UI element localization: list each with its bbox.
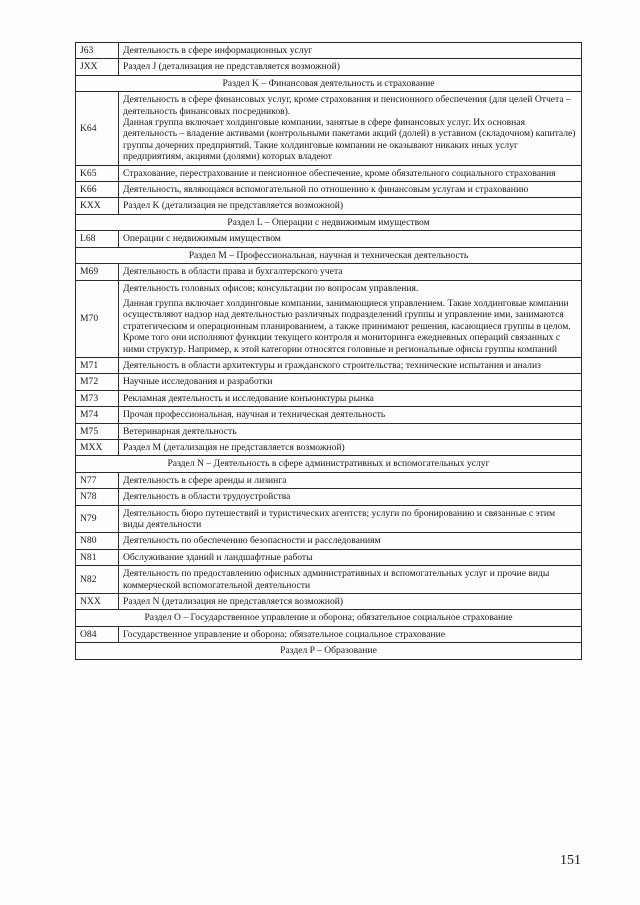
activity-code: M72 bbox=[76, 374, 119, 390]
table-row bbox=[76, 533, 582, 549]
activity-description bbox=[119, 165, 582, 181]
activity-code: K66 bbox=[76, 182, 119, 198]
table-row bbox=[76, 505, 582, 533]
section-title: Раздел M – Профессиональная, научная и техническая деятельность bbox=[76, 247, 582, 263]
activity-description bbox=[119, 439, 582, 455]
table-row bbox=[76, 407, 582, 423]
activity-code: N79 bbox=[76, 505, 119, 533]
description-paragraph: Деятельность в области права и бухгалтерского учета bbox=[123, 266, 343, 278]
activity-description bbox=[119, 390, 582, 406]
section-title: Раздел N – Деятельность в сфере административных и вспомогательных услуг bbox=[76, 456, 582, 472]
activity-code: M73 bbox=[76, 390, 119, 406]
table-row bbox=[76, 182, 582, 198]
description-paragraph: Деятельность по обеспечению безопасности и расследованиям bbox=[123, 535, 381, 547]
activity-code: KXX bbox=[76, 198, 119, 214]
activity-code: MXX bbox=[76, 439, 119, 455]
table-row bbox=[76, 280, 582, 357]
activity-description bbox=[119, 594, 582, 610]
activity-description bbox=[119, 357, 582, 373]
description-paragraph: Деятельность в сфере аренды и лизинга bbox=[123, 474, 287, 486]
activity-code: N78 bbox=[76, 489, 119, 505]
activity-description bbox=[119, 423, 582, 439]
description-paragraph: Деятельность по предоставлению офисных административных и вспомогательных услуг и прочие виды коммерческой вспомогательной деятельности bbox=[123, 568, 550, 591]
section-header-row bbox=[76, 247, 582, 263]
activity-description bbox=[119, 626, 582, 642]
activity-code: O84 bbox=[76, 626, 119, 642]
description-paragraph: Раздел K (детализация не представляется возможной) bbox=[123, 200, 344, 212]
activity-code: M75 bbox=[76, 423, 119, 439]
activity-description bbox=[119, 505, 582, 533]
table-row bbox=[76, 264, 582, 280]
section-title: Раздел L – Операции с недвижимым имуществом bbox=[76, 214, 582, 230]
activity-description bbox=[119, 489, 582, 505]
table-row bbox=[76, 165, 582, 181]
section-header-row bbox=[76, 610, 582, 626]
activity-code: M69 bbox=[76, 264, 119, 280]
table-row bbox=[76, 390, 582, 406]
description-paragraph: Обслуживание зданий и ландшафтные работы bbox=[123, 551, 313, 563]
description-paragraph: Рекламная деятельность и исследование конъюнктуры рынка bbox=[123, 392, 374, 404]
classification-table-body bbox=[76, 43, 582, 660]
table-row bbox=[76, 374, 582, 390]
activity-description bbox=[119, 59, 582, 75]
table-row bbox=[76, 198, 582, 214]
table-row bbox=[76, 566, 582, 594]
table-row bbox=[76, 423, 582, 439]
page-number: 151 bbox=[560, 853, 581, 868]
description-paragraph: Государственное управление и оборона; обязательное социальное страхование bbox=[123, 628, 445, 640]
table-row bbox=[76, 549, 582, 565]
description-paragraph: Раздел N (детализация не представляется возможной) bbox=[123, 596, 344, 608]
table-row bbox=[76, 43, 582, 59]
description-paragraph: Деятельность в сфере финансовых услуг, кроме страхования и пенсионного обеспечения (для целей Отчета – деятельность финансовых посредников). bbox=[123, 94, 571, 117]
description-paragraph: Деятельность, являющаяся вспомогательной по отношению к финансовым услугам и страхованию bbox=[123, 184, 529, 196]
activity-description bbox=[119, 549, 582, 565]
table-row bbox=[76, 357, 582, 373]
description-paragraph: Деятельность бюро путешествий и туристических агентств; услуги по бронированию и связанные с этим виды деятельности bbox=[123, 507, 556, 530]
description-paragraph: Деятельность в области трудоустройства bbox=[123, 491, 291, 503]
activity-code: N82 bbox=[76, 566, 119, 594]
description-paragraph: Прочая профессиональная, научная и техническая деятельность bbox=[123, 409, 386, 421]
table-row bbox=[76, 92, 582, 165]
description-paragraph: Раздел J (детализация не представляется возможной) bbox=[123, 61, 340, 73]
section-header-row bbox=[76, 456, 582, 472]
description-paragraph: Научные исследования и разработки bbox=[123, 376, 273, 388]
activity-description bbox=[119, 472, 582, 488]
section-header-row bbox=[76, 75, 582, 91]
description-paragraph: Деятельность в сфере информационных услуг bbox=[123, 45, 313, 56]
activity-code: N81 bbox=[76, 549, 119, 565]
description-paragraph: Данная группа включает холдинговые компании, занимающиеся управлением. Такие холдинговые компании осуществляют надзор над деятельностью различных подразделений группы и управление ими, занимаются стратегическим и операционным планированием, а также принимают решения, касающиеся группы в целом. Кроме того они исполняют функции текущего контроля и мониторинга ежедневных операций связанных с ними структур. Например, к этой категории относятся головные и региональные офисы группы компаний bbox=[123, 297, 571, 355]
section-title: Раздел P – Образование bbox=[76, 643, 582, 659]
activity-code: NXX bbox=[76, 594, 119, 610]
description-paragraph: Данная группа включает холдинговые компании, занятые в сфере финансовых услуг. Их основная деятельность – владение активами (контрольными пакетами акций (долей) в уставном (складочном) капитале) группы дочерних предприятий. Такие холдинговые компании не оказывают никаких иных услуг предприятиям, акциями (долями) которых владеют bbox=[123, 117, 576, 163]
activity-code: L68 bbox=[76, 231, 119, 247]
activity-description bbox=[119, 92, 582, 165]
activity-description bbox=[119, 533, 582, 549]
activity-code: JXX bbox=[76, 59, 119, 75]
activity-code: N80 bbox=[76, 533, 119, 549]
section-header-row bbox=[76, 643, 582, 659]
section-title: Раздел O – Государственное управление и оборона; обязательное социальное страхование bbox=[76, 610, 582, 626]
table-row bbox=[76, 472, 582, 488]
activity-code: K64 bbox=[76, 92, 119, 165]
activity-description bbox=[119, 231, 582, 247]
description-paragraph: Деятельность в области архитектуры и гражданского строительства; технические испытания и анализ bbox=[123, 359, 541, 371]
description-paragraph: Раздел M (детализация не представляется возможной) bbox=[123, 441, 345, 453]
description-paragraph: Операции с недвижимым имуществом bbox=[123, 233, 281, 245]
activity-code: K65 bbox=[76, 165, 119, 181]
table-row bbox=[76, 439, 582, 455]
activity-description bbox=[119, 407, 582, 423]
activity-description bbox=[119, 280, 582, 357]
activity-description bbox=[119, 264, 582, 280]
classification-table bbox=[75, 42, 582, 660]
table-row bbox=[76, 231, 582, 247]
section-header-row bbox=[76, 214, 582, 230]
activity-description bbox=[119, 182, 582, 198]
activity-code: M74 bbox=[76, 407, 119, 423]
description-paragraph: Ветеринарная деятельность bbox=[123, 425, 237, 437]
table-row bbox=[76, 594, 582, 610]
description-paragraph: Деятельность головных офисов; консультации по вопросам управления. bbox=[123, 282, 419, 294]
table-row bbox=[76, 59, 582, 75]
activity-code: N77 bbox=[76, 472, 119, 488]
activity-description bbox=[119, 566, 582, 594]
activity-code: J63 bbox=[76, 43, 119, 59]
activity-description bbox=[119, 198, 582, 214]
activity-code: M71 bbox=[76, 357, 119, 373]
table-row bbox=[76, 489, 582, 505]
description-paragraph: Страхование, перестрахование и пенсионное обеспечение, кроме обязательного социального страхования bbox=[123, 167, 556, 179]
section-title: Раздел K – Финансовая деятельность и страхование bbox=[76, 75, 582, 91]
table-row bbox=[76, 626, 582, 642]
activity-description bbox=[119, 43, 582, 59]
activity-description bbox=[119, 374, 582, 390]
activity-code: M70 bbox=[76, 280, 119, 357]
